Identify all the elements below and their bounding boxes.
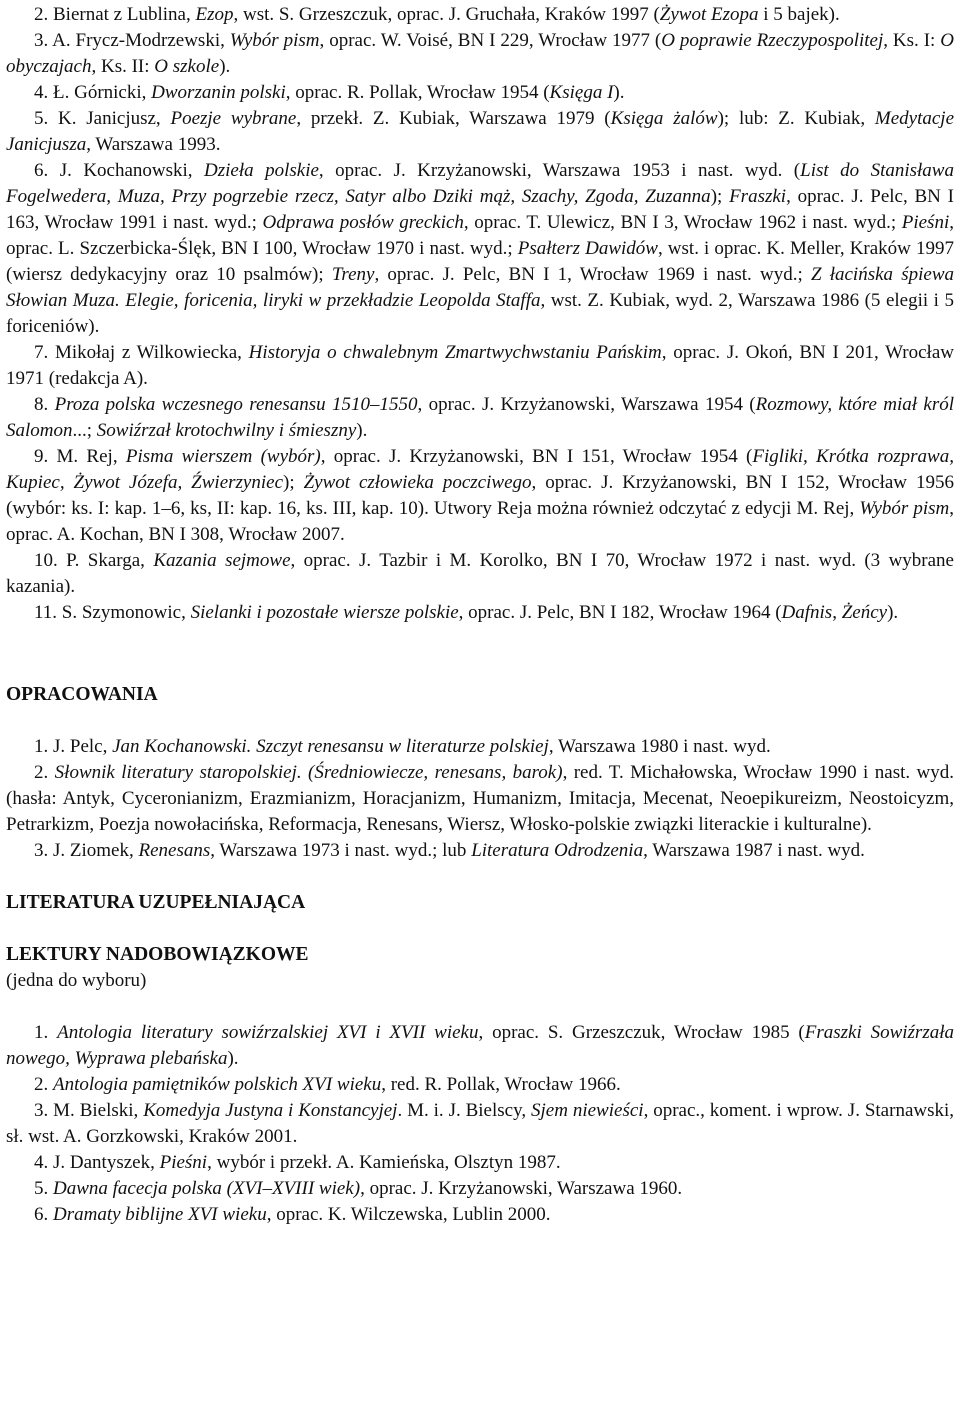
reading-item: 11. S. Szymonowic, Sielanki i pozostałe wiersze polskie, oprac. J. Pelc, BN I 182, Wrocław 1964 (Dafnis, Żeńcy). xyxy=(34,602,899,623)
reading-item: 1. J. Pelc, Jan Kochanowski. Szczyt renesansu w literaturze polskiej, Warszawa 1980 i nast. wyd. xyxy=(34,736,771,757)
reading-item: 7. Mikołaj z Wilkowiecka, Historyja o chwalebnym Zmartwychwstaniu Pańskim, oprac. J. Okoń, BN I 201, Wrocław 1971 (redakcja A). xyxy=(6,342,954,389)
reading-item: 6. Dramaty biblijne XVI wieku, oprac. K. Wilczewska, Lublin 2000. xyxy=(34,1204,551,1225)
reading-item: 4. Ł. Górnicki, Dworzanin polski, oprac. R. Pollak, Wrocław 1954 (Księga I). xyxy=(34,82,625,103)
section-heading-opracowania: OPRACOWANIA xyxy=(6,684,158,705)
reading-list-continued xyxy=(6,2,954,626)
reading-item: 5. K. Janicjusz, Poezje wybrane, przekł. Z. Kubiak, Warszawa 1979 (Księga żalów); lub: Z. Kubiak, Medytacje Janicjusza, Warszawa 1993. xyxy=(6,108,955,155)
reading-item: 3. M. Bielski, Komedyja Justyna i Konstancyjej. M. i. J. Bielscy, Sjem niewieści, oprac., koment. i wprow. J. Starnawski, sł. wst. A. Gorzkowski, Kraków 2001. xyxy=(6,1100,955,1147)
section-heading-nadobowiazkowe: LEKTURY NADOBOWIĄZKOWE xyxy=(6,944,309,965)
nadobowiazkowe-list xyxy=(6,1020,954,1228)
reading-item: 2. Słownik literatury staropolskiej. (Średniowiecze, renesans, barok), red. T. Michałowska, Wrocław 1990 i nast. wyd. (hasła: Antyk, Cyceronianizm, Erazmianizm, Horacjanizm, Humanizm, Imitacja, Mecenat, Neoepikureizm, Neostoicyzm, Petrarkizm, Poezja nowołacińska, Reformacja, Renesans, Wiersz, Włosko-polskie związki literackie i kulturalne). xyxy=(6,762,955,835)
reading-item: 3. A. Frycz-Modrzewski, Wybór pism, oprac. W. Voisé, BN I 229, Wrocław 1977 (O poprawie Rzeczypospolitej, Ks. I: O obyczajach, Ks. II: O szkole). xyxy=(6,30,954,77)
reading-item: 1. Antologia literatury sowiźrzalskiej XVI i XVII wieku, oprac. S. Grzeszczuk, Wrocław 1985 (Fraszki Sowiźrzała nowego, Wyprawa plebańska). xyxy=(6,1022,955,1069)
section-heading-uzupelniajaca: LITERATURA UZUPEŁNIAJĄCA xyxy=(6,892,306,913)
reading-item: 3. J. Ziomek, Renesans, Warszawa 1973 i nast. wyd.; lub Literatura Odrodzenia, Warszawa 1987 i nast. wyd. xyxy=(34,840,865,861)
reading-item: 9. M. Rej, Pisma wierszem (wybór), oprac. J. Krzyżanowski, BN I 151, Wrocław 1954 (Figliki, Krótka rozprawa, Kupiec, Żywot Józefa, Źwierzyniec); Żywot człowieka poczciwego, oprac. J. Krzyżanowski, BN I 152, Wrocław 1956 (wybór: ks. I: kap. 1–6, ks, II: kap. 16, ks. III, kap. 10). Utwory Reja można również odczytać z edycji M. Rej, Wybór pism, oprac. A. Kochan, BN I 308, Wrocław 2007. xyxy=(6,446,954,545)
reading-item: 2. Biernat z Lublina, Ezop, wst. S. Grzeszczuk, oprac. J. Gruchała, Kraków 1997 (Żywot Ezopa i 5 bajek). xyxy=(34,4,840,25)
reading-item: 4. J. Dantyszek, Pieśni, wybór i przekł. A. Kamieńska, Olsztyn 1987. xyxy=(34,1152,561,1173)
reading-item: 5. Dawna facecja polska (XVI–XVIII wiek), oprac. J. Krzyżanowski, Warszawa 1960. xyxy=(34,1178,683,1199)
reading-item: 10. P. Skarga, Kazania sejmowe, oprac. J. Tazbir i M. Korolko, BN I 70, Wrocław 1972 i nast. wyd. (3 wybrane kazania). xyxy=(6,550,954,597)
reading-item: 2. Antologia pamiętników polskich XVI wieku, red. R. Pollak, Wrocław 1966. xyxy=(34,1074,621,1095)
section-subtitle: (jedna do wyboru) xyxy=(6,970,147,991)
reading-item: 6. J. Kochanowski, Dzieła polskie, oprac. J. Krzyżanowski, Warszawa 1953 i nast. wyd. (List do Stanisława Fogelwedera, Muza, Przy pogrzebie rzecz, Satyr albo Dziki mąż, Szachy, Zgoda, Zuzanna); Fraszki, oprac. J. Pelc, BN I 163, Wrocław 1991 i nast. wyd.; Odprawa posłów greckich, oprac. T. Ulewicz, BN I 3, Wrocław 1962 i nast. wyd.; Pieśni, oprac. L. Szczerbicka-Ślęk, BN I 100, Wrocław 1970 i nast. wyd.; Psałterz Dawidów, wst. i oprac. K. Meller, Kraków 1997 (wiersz dedykacyjny oraz 10 psalmów); Treny, oprac. J. Pelc, BN I 1, Wrocław 1969 i nast. wyd.; Z łacińska śpiewa Słowian Muza. Elegie, foricenia, liryki w przekładzie Leopolda Staffa, wst. Z. Kubiak, wyd. 2, Warszawa 1986 (5 elegii i 5 foriceniów). xyxy=(6,160,955,337)
opracowania-list xyxy=(6,734,954,864)
reading-item: 8. Proza polska wczesnego renesansu 1510–1550, oprac. J. Krzyżanowski, Warszawa 1954 (Rozmowy, które miał król Salomon...; Sowiźrzał krotochwilny i śmieszny). xyxy=(6,394,954,441)
